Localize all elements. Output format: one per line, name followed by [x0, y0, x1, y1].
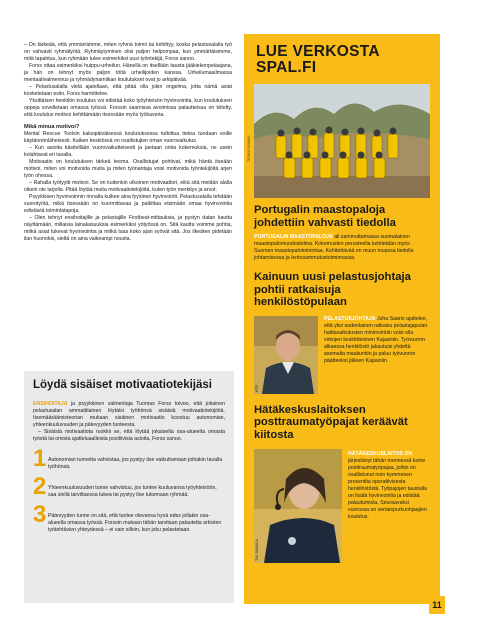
article-paragraph: Psyykkisen hyvinvoinnin rinnalla kulkee aina fyysinen hyvinvointi. Pelastusalalla tehdään vuorotyötä, mikä itsessään on kuormittavaa ja palkittaa etsimään omaa hyvinvointia edistäviä toimintatapoja.	[24, 194, 233, 214]
firefighters-illustration	[254, 84, 430, 198]
article-paragraph: Yksittäisen henkilön koulutus voi edistää koko työyhteisön hyvinvointia, kun koulutuksen oppeja sovelletaan omassa työssä. Forssin saamissa avoimissa palautteissa on kiitelty, että koulutus motivoi kehittämään itsessään myös työkaveria.	[24, 98, 232, 118]
list-item	[33, 501, 225, 534]
article-paragraph: – Kun asioita käsitellään vuorovaikutteisesti ja jaetaan omia kokemuksia, ne usein kolahtavat eri tavalla.	[24, 145, 232, 158]
article-paragraph: – Olen tehnyt ensihoitajille ja pelastajille Firstbeat-mittauksia, ja pystyn datan kautta näyttämään, millaisia lainalaisuuksia esimerkiksi yötyössä on. Sitä kautta voimme pohtia, mitkä asiat tukevat hyvinvointia ja mitkä taas koko ajan syövät sitä. Jos ilkeäten pidetään ilan huonoksi, sieltä on aina vaikeampi nousta.	[24, 215, 232, 242]
sidebox-intro2: – Sisäistä motivaatiota ruokkii se, että löytää jokaiselta osa-alueelta omasta työstä tai omista ajatteluaalleista positiivisia asioita, Forss sanoo.	[33, 429, 225, 442]
article-paragraph: – On tärkeää, että ymmärrämme, miten ryhmä toimii tai kehittyy, koska pelastusalalla työ on vahvasti ryhmätyötä. Ryhmäytyminen olisi paljon helpompaa, kun ymmärtäisimme, mitä tapahtuu, kun ryhmään tulee esimerkiksi uusi työntekijä, Forss sanoo.	[24, 42, 232, 62]
article2-content	[254, 316, 430, 394]
motivation-sidebox	[24, 371, 234, 603]
photo-credit: TIIA JUNNILA	[255, 539, 259, 561]
sidebox-kicker: ENSIHOITAJA	[33, 401, 68, 407]
list-number: 1	[33, 445, 47, 472]
main-article-column	[24, 42, 232, 243]
sidebox-title: Löydä sisäiset motivaatiotekijäsi	[33, 379, 212, 391]
sidebox-intro-text: ja psyykkinen valmentaja Tuomas Forss toivoo, että jokainen pelastusalan ammattilainen löytäisi työhönsä sisäisiä motivaatiotekijöitä. Itsemääräämisteorian mukaan sisäinen motivaatio koostuu autonomian, yhteenkuuluvuuden ja pätevyyden tunteesta.	[33, 401, 225, 428]
article3-kicker: HÄTÄKESKUSLAITOS ON	[348, 451, 413, 457]
page-number: 11	[429, 596, 445, 614]
article3-title[interactable]: Hätäkeskuslaitoksen posttraumatyöpajat keräävät kiitosta	[254, 403, 408, 441]
list-number: 2	[33, 473, 47, 500]
article1-text: ali sammuttamassa suomalainen maastopalomuodostelma. Kokemusten perusteella kehitetään myös Suomen maastopalotoimintaa. Kehitettävää on muun muassa tiedolla johtamisessa ja lentosammutustoiminnassa.	[254, 234, 414, 261]
article1-body	[254, 234, 430, 262]
list-item-text: Yhteenkuuluvuuden tunne vahvistuu, jos tuntee kuuluvansa työyhteisöön, saa siellä tarvittaessa tukea tai pystyy itse tukemaan ryhmää.	[48, 485, 217, 498]
photo-credit: TEEMU KIRMAS	[247, 135, 251, 162]
panel-header: LUE VERKOSTA SPAL.FI	[256, 43, 380, 76]
article-paragraph: – Rahalla työtyytti motivoi. Se on kuitenkin ulkoinen motivaattori, eikä sitä meidän alalla oikein ole tarjolla. Pitää löytää muita motivaatiotekijöitä, kuten työn merkitys ja arvot.	[24, 180, 232, 193]
article3-body	[348, 449, 430, 563]
article3-text: järjestänyt tähän mennessä koine posttraumatyöpajaa, joihin on osallistunut noin kymmenen prosenttia operatiivisesta henkilöstöstä. Työpajojen taustalla on lisätä hyvinvointia ja edistää palautumista. Seuraavaksi vuorossa on vertaispurkuohjaajien koulutus.	[348, 458, 427, 520]
article2-kicker: PELASTUSJOHTAJA	[324, 315, 376, 322]
list-item-text: Autonomian tunnetta vahvistaa, jos pystyy itse vaikuttamaan joihakin tavalla työhönsä.	[48, 457, 223, 470]
list-number: 3	[33, 501, 47, 528]
article1-title[interactable]: Portugalin maastopaloja johdettiin vahvasti tiedolla	[254, 204, 396, 229]
article2-text: Juha Saario ajattelee, että yksi uudenlainen ratkaisu pelastajapulan haittavaikutusten minimointiin voisi olla virkojen keskittäminen Kajaaniin. Työvuoron alkaessa henkilöstö jakautuisi yhdeltä asemalta maakuntiin ja paluu työvuoron päätteeksi jälleen Kajaaniin.	[324, 315, 428, 364]
emergency-operator-photo	[254, 449, 342, 563]
web-articles-panel	[244, 34, 440, 604]
list-item	[33, 445, 225, 472]
article-subheading: Mikä minua motivoi?	[24, 124, 80, 130]
article2-body	[324, 316, 430, 394]
article1-kicker: PORTUGALIN MAASTOPALOJA	[254, 234, 333, 240]
pelastusjohtaja-photo	[254, 316, 318, 394]
operator-illustration	[254, 449, 342, 563]
article-paragraph: Mental Rescue Toolsin kaksipäiväisessä koulutuksessa tutkittua tietoa tuodaan esille käytännönläheisesti. Kaiken keskiössä on osallistujien oman vuorovaikutus.	[24, 131, 232, 144]
portrait-illustration	[254, 316, 318, 394]
article3-content	[254, 449, 430, 563]
article2-title[interactable]: Kainuun uusi pelastusjohtaja pohtii ratkaisuja henkilöstöpulaan	[254, 271, 411, 308]
article-paragraph: Motivaatio on koulutuksen tärkeä teema. Osallistujat pohtivat, mikä häntä itseään motivoi, miten voi motivoida muita ja miten työnantaja voisi motivoida työntekijöitä arjen työn ohessa.	[24, 159, 232, 179]
article-paragraph: – Pelastusalalla vielä ajatellaan, että pitää olla jokin ongelma, jotta nämä asiat kosketetaan esiin. Forss harmittelee.	[24, 84, 232, 97]
list-item	[33, 473, 225, 500]
photo-credit: KTR	[255, 384, 259, 392]
list-item-text: Pätevyyden tunne on sitä, että tuntee olevansa hyvä edes jollakin osa-alueella omassa työssä. Forssin mukaan tähän tarvitaan palautetta arkisten työtehtävien yhteydessä – ei vain silloin, kun joku pelastetaan.	[48, 513, 222, 533]
firefighters-photo	[254, 84, 430, 198]
sidebox-intro	[33, 401, 225, 429]
article-paragraph: Forss ottaa esimerkiksi huippu-urheilun. Hänellä on itsellään tausta jääkiekonpelaajana, ja hän on tehnyt myös paljon töitä urheilijoiden kanssa. Urheilumaailmassa mentaalivalmennus ja ryhmädynamiikan koulutukset ovat jo arkipäivää.	[24, 63, 232, 83]
